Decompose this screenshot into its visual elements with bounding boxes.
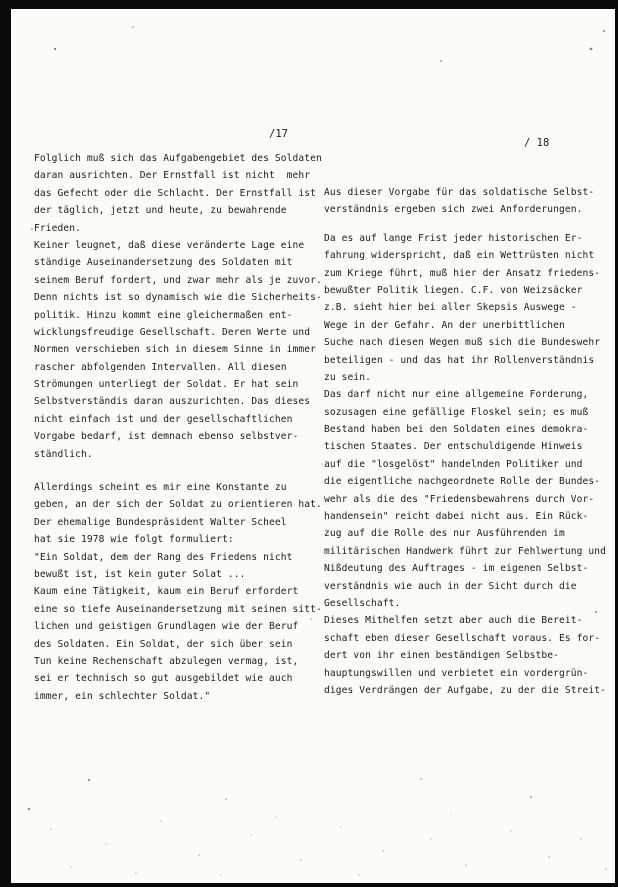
text-line: Suche nach diesen Wegen muß sich die Bundeswehr [324, 337, 601, 349]
text-line: dert von ihr einen beständigen Selbstbe- [324, 650, 560, 662]
text-line: Selbstverständis daran auszurichten. Das dieses [34, 396, 311, 408]
text-line: Folglich muß sich das Aufgabengebiet des Soldaten [34, 153, 322, 164]
text-line: auf die "losgelöst" handelnden Politiker und [324, 458, 583, 470]
text-line: rascher abfolgenden Intervallen. All diesen [34, 361, 287, 373]
text-line: sozusagen eine gefällige Floskel sein; es muß [324, 406, 589, 418]
text-line: zu sein. [324, 371, 372, 383]
text-line: daran ausrichten. Der Ernstfall ist nicht mehr [34, 170, 311, 182]
text-line: Strömungen unterliegt der Soldat. Er hat sein [34, 379, 299, 391]
text-line: Nißdeutung des Auftrages - im eigenen Selbst- [324, 563, 589, 575]
text-line: fahrung widerspricht, daß ein Wettrüsten nicht [324, 250, 595, 262]
text-line: Tun keine Rechenschaft abzulegen vermag, ist, [34, 655, 299, 667]
text-line: ständige Auseinandersetzung des Soldaten mit [34, 257, 293, 269]
text-line: der täglich, jetzt und heute, zu bewahrende [34, 205, 287, 217]
text-line: die eigentliche nachgeordnete Rolle der Bundes- [324, 476, 601, 488]
text-line: sei er technisch so gut ausgebildet wie auch [34, 673, 293, 685]
text-line: das Gefecht oder die Schlacht. Der Ernstfall ist [34, 187, 317, 199]
text-line: Normen verschieben sich in diesem Sinne in immer [34, 344, 317, 356]
text-line: hat sie 1978 wie folgt formuliert: [34, 534, 234, 546]
text-line: Denn nichts ist so dynamisch wie die Sicherheits- [34, 292, 322, 304]
text-line: Frieden. [34, 222, 82, 234]
text-line: Allerdings scheint es mir eine Konstante zu [34, 482, 287, 494]
right-column [324, 184, 614, 699]
text-line: des Soldaten. Ein Soldat, der sich über sein [34, 638, 293, 650]
text-line: Das darf nicht nur eine allgemeine Forderung, [324, 389, 589, 401]
text-line: Keiner leugnet, daß diese veränderte Lage eine [34, 239, 305, 251]
text-line: geben, an der sich der Soldat zu orientieren hat. [34, 499, 322, 511]
text-line: nicht einfach ist und der gesellschaftlichen [34, 413, 293, 425]
text-line: Wege in der Gefahr. An der unerbittlichen [324, 319, 565, 331]
text-line: handensein" reicht dabei nicht aus. Ein Rück- [324, 511, 589, 523]
text-line: militärischen Handwerk führt zur Fehlwertung und [324, 545, 607, 557]
text-line: immer, ein schlechter Soldat." [34, 690, 211, 702]
text-line: zug auf die Rolle des nur Ausführenden im [324, 528, 565, 540]
text-line: Der ehemalige Bundespräsident Walter Scheel [34, 516, 287, 528]
page-number-right: / 18 [524, 137, 550, 149]
text-line: Bestand haben bei den Soldaten eines demokra- [324, 424, 589, 436]
text-line: wehr als die des "Friedensbewahrens durch Vor- [324, 493, 595, 505]
text-line: diges Verdrängen der Aufgabe, zu der die Streit- [324, 684, 607, 696]
left-column [34, 150, 330, 705]
text-line: Aus dieser Vorgabe für das soldatische Selbst- [324, 187, 595, 198]
text-line: politik. Hinzu kommt eine gleichermaßen ent- [34, 309, 293, 321]
text-line: wicklungsfreudige Gesellschaft. Deren Werte und [34, 326, 311, 338]
page-number-left: /17 [269, 128, 288, 140]
text-line: zum Kriege führt, muß hier der Ansatz friedens- [324, 267, 601, 279]
text-line: "Ein Soldat, dem der Rang des Friedens nicht [34, 551, 293, 563]
text-line: Dieses Mithelfen setzt aber auch die Bereit- [324, 615, 583, 627]
text-line: tischen Staates. Der entschuldigende Hinweis [324, 441, 583, 453]
text-line: verständnis ergeben sich zwei Anforderungen. [324, 204, 583, 216]
text-line: z.B. sieht hier bei aller Skepsis Auswege - [324, 302, 577, 314]
text-line: verständnis wie auch in der Sicht durch die [324, 580, 577, 592]
text-line: bewußter Politik liegen. C.F. von Weizsäcker [324, 284, 583, 296]
text-line: seinem Beruf fordert, und zwar mehr als je zuvor. [34, 274, 322, 286]
text-line: schaft eben dieser Gesellschaft voraus. Es for- [324, 632, 601, 644]
text-line: ständlich. [34, 448, 93, 460]
text-line: Vorgabe bedarf, ist demnach ebenso selbstver- [34, 431, 299, 443]
text-line: hauptungswillen und verbietet ein vordergrün- [324, 667, 589, 679]
text-line: Gesellschaft. [324, 597, 401, 609]
text-line: eine so tiefe Auseinandersetzung mit seinen sitt- [34, 603, 322, 615]
document-page [11, 9, 615, 883]
text-line: Kaum eine Tätigkeit, kaum ein Beruf erfordert [34, 586, 299, 598]
text-line: bewußt ist, ist kein guter Solat ... [34, 568, 246, 580]
text-line: beteiligen - und das hat ihr Rollenverständnis [324, 354, 595, 366]
text-line: lichen und geistigen Grundlagen wie der Beruf [34, 621, 299, 633]
text-line: Da es auf lange Frist jeder historischen Er- [324, 232, 583, 244]
